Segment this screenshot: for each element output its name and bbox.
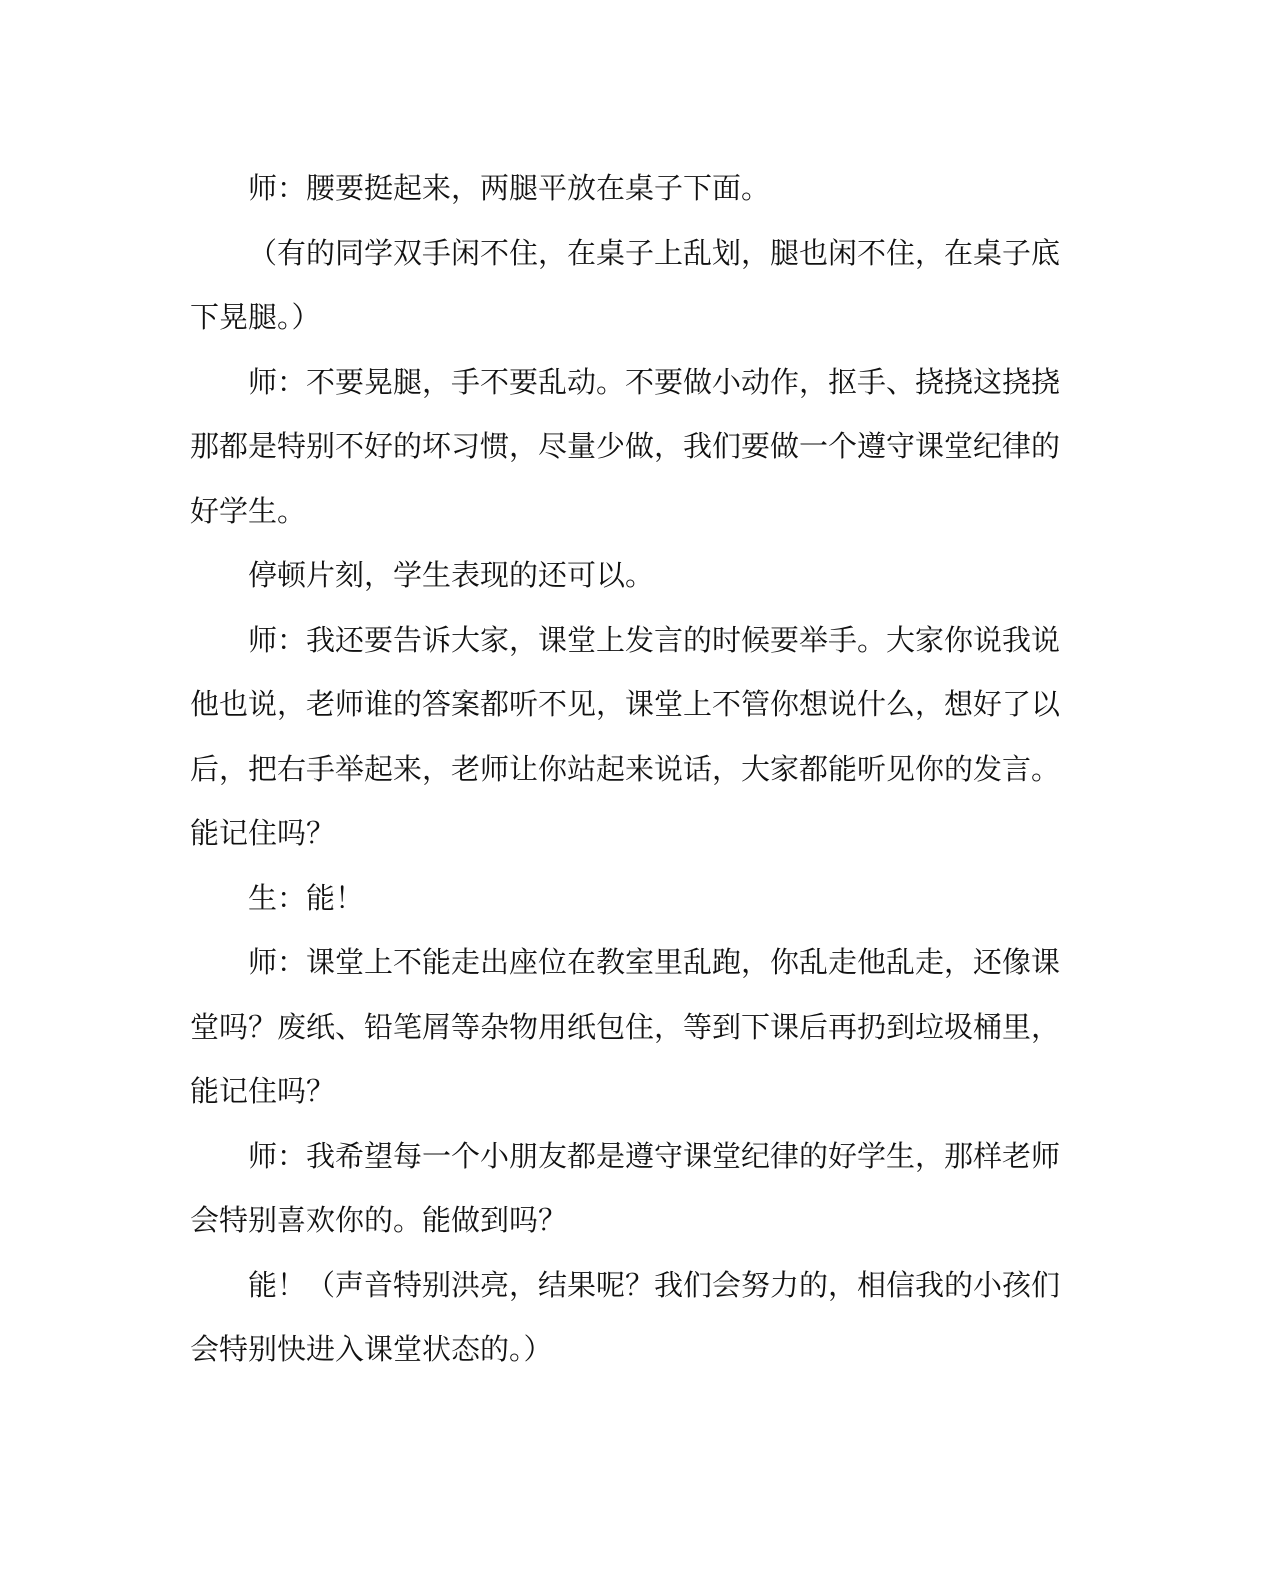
paragraph-2: （有的同学双手闲不住，在桌子上乱划，腿也闲不住，在桌子底下晃腿。）: [190, 235, 1061, 334]
paragraph-5: 师：我还要告诉大家，课堂上发言的时候要举手。大家你说我说他也说，老师谁的答案都听不见，课堂上不管你想说什么，想好了以后，把右手举起来，老师让你站起来说话，大家都能听见你的发言。能记住吗？: [190, 622, 1061, 850]
document-body: [190, 156, 1060, 1382]
paragraph-9: 能！（声音特别洪亮，结果呢？我们会努力的，相信我的小孩们会特别快进入课堂状态的。）: [190, 1267, 1061, 1366]
paragraph-4: 停顿片刻，学生表现的还可以。: [248, 558, 655, 592]
paragraph-8: 师：我希望每一个小朋友都是遵守课堂纪律的好学生，那样老师会特别喜欢你的。能做到吗？: [190, 1138, 1061, 1237]
paragraph-1: 师：腰要挺起来，两腿平放在桌子下面。: [248, 171, 771, 205]
paragraph-7: 师：课堂上不能走出座位在教室里乱跑，你乱走他乱走，还像课堂吗？废纸、铅笔屑等杂物用纸包住，等到下课后再扔到垃圾桶里，能记住吗？: [190, 945, 1061, 1108]
paragraph-3: 师：不要晃腿，手不要乱动。不要做小动作，抠手、挠挠这挠挠那都是特别不好的坏习惯，尽量少做，我们要做一个遵守课堂纪律的好学生。: [190, 364, 1061, 528]
paragraph-6: 生：能！: [248, 880, 365, 915]
